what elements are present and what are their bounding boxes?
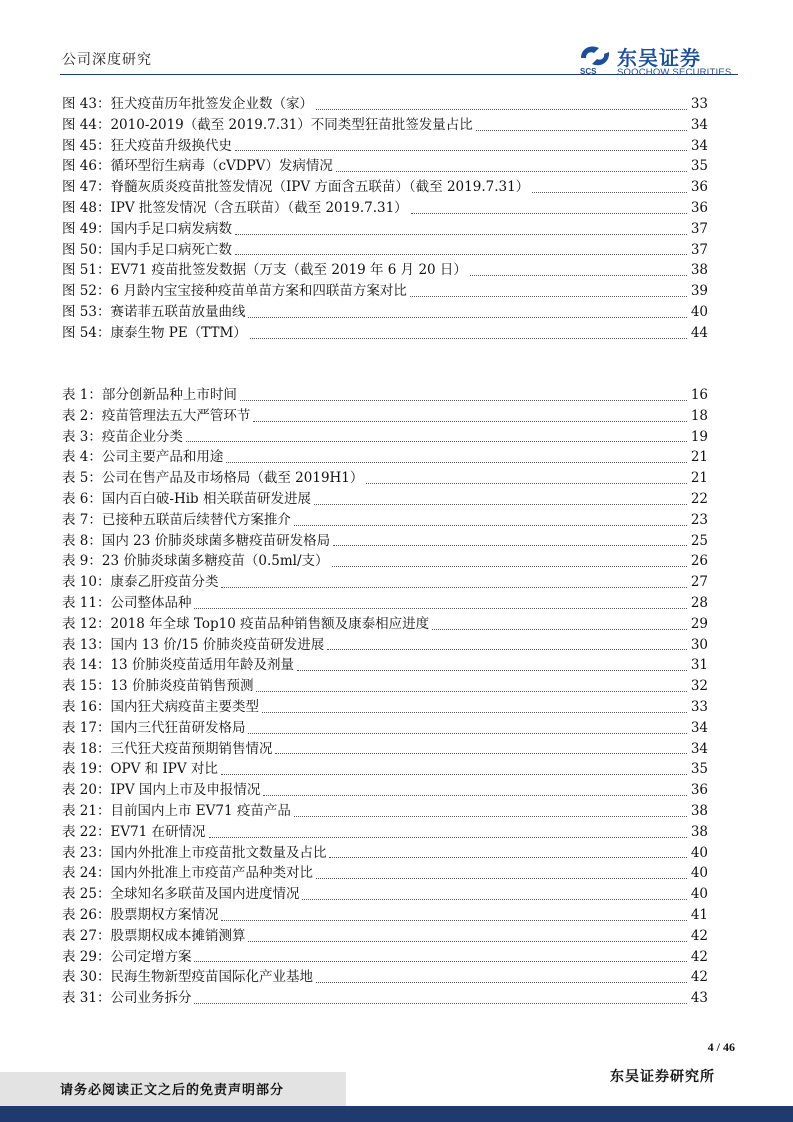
- table-entry-page: 21: [690, 470, 708, 487]
- table-entry-page: 27: [690, 574, 708, 591]
- dot-leader: [329, 857, 687, 858]
- table-entry-label: 表 13：国内 13 价/15 价肺炎疫苗研发进展: [62, 636, 325, 653]
- dot-leader: [532, 192, 687, 193]
- table-entry-label: 表 29：公司定增方案: [62, 948, 192, 965]
- soochow-logo-icon: [577, 42, 613, 76]
- table-entry[interactable]: [62, 822, 708, 843]
- table-entry[interactable]: [62, 739, 708, 760]
- dot-leader: [194, 608, 687, 609]
- figure-entry-page: 35: [690, 158, 708, 175]
- table-entry-label: 表 6：国内百白破-Hib 相关联苗研发进展: [62, 490, 311, 507]
- dot-leader: [256, 691, 687, 692]
- dot-leader: [336, 171, 687, 172]
- figure-entry-label: 图 45：狂犬疫苗升级换代史: [62, 137, 232, 154]
- footer-disclaimer: 请务必阅读正文之后的免责声明部分: [60, 1083, 285, 1098]
- dot-leader: [411, 213, 687, 214]
- table-entry-page: 43: [690, 990, 708, 1007]
- table-entry-label: 表 12：2018 年全球 Top10 疫苗品种销售额及康泰相应进度: [62, 615, 430, 632]
- logo-mark-text: SCS: [580, 67, 597, 76]
- page-number: 4 / 46: [707, 1040, 735, 1054]
- table-entry[interactable]: [62, 843, 708, 864]
- table-entry[interactable]: [62, 593, 708, 614]
- table-entry-page: 38: [690, 802, 708, 819]
- figure-entry[interactable]: [62, 115, 708, 136]
- table-entry[interactable]: [62, 676, 708, 697]
- figure-entry-label: 图 50：国内手足口病死亡数: [62, 241, 232, 258]
- table-entry-label: 表 20：IPV 国内上市及申报情况: [62, 782, 261, 799]
- table-entry[interactable]: [62, 697, 708, 718]
- table-entry-page: 19: [690, 428, 708, 445]
- table-entry[interactable]: [62, 510, 708, 531]
- figure-entry-page: 38: [690, 262, 708, 279]
- dot-leader: [209, 837, 687, 838]
- table-entry-page: 28: [690, 594, 708, 611]
- table-entry-label: 表 17：国内三代狂苗研发格局: [62, 719, 246, 736]
- figure-entry[interactable]: [62, 136, 708, 157]
- figure-entry-page: 36: [690, 199, 708, 216]
- logo-english-name: SOOCHOW SECURITIES: [617, 67, 732, 78]
- table-entry-page: 29: [690, 615, 708, 632]
- table-entry[interactable]: [62, 655, 708, 676]
- footer-strip: [0, 1106, 793, 1122]
- table-entry-label: 表 15：13 价肺炎疫苗销售预测: [62, 678, 254, 695]
- figure-entry[interactable]: [62, 260, 708, 281]
- table-entry-label: 表 16：国内狂犬病疫苗主要类型: [62, 698, 259, 715]
- table-entry-label: 表 26：股票期权方案情况: [62, 906, 219, 923]
- figure-entry-page: 44: [690, 324, 708, 341]
- table-entry-page: 42: [690, 969, 708, 986]
- table-entry-label: 表 25：全球知名多联苗及国内进度情况: [62, 886, 300, 903]
- table-entry-page: 34: [690, 740, 708, 757]
- table-entry-label: 表 31：公司业务拆分: [62, 990, 192, 1007]
- table-entry[interactable]: [62, 780, 708, 801]
- dot-leader: [250, 338, 687, 339]
- table-entry[interactable]: [62, 863, 708, 884]
- dot-leader: [297, 670, 687, 671]
- dot-leader: [221, 774, 687, 775]
- table-entry-page: 25: [690, 532, 708, 549]
- table-entry-label: 表 2：疫苗管理法五大严管环节: [62, 407, 251, 424]
- dot-leader: [248, 317, 687, 318]
- table-entry-label: 表 7：已接种五联苗后续替代方案推介: [62, 511, 291, 528]
- logo-chinese-name: 东吴证券: [617, 46, 701, 70]
- table-entry-label: 表 5：公司在售产品及市场格局（截至 2019H1）: [62, 470, 364, 487]
- dot-leader: [333, 545, 687, 546]
- table-entry-label: 表 30：民海生物新型疫苗国际化产业基地: [62, 969, 313, 986]
- table-entry[interactable]: [62, 468, 708, 489]
- figure-entry[interactable]: [62, 302, 708, 323]
- table-index-list: [62, 385, 708, 1009]
- dot-leader: [432, 629, 687, 630]
- table-entry-page: 34: [690, 719, 708, 736]
- figure-entry-label: 图 47：脊髓灰质炎疫苗批签发情况（IPV 方面含五联苗）（截至 2019.7.31）: [62, 179, 530, 196]
- table-entry-label: 表 18：三代狂犬疫苗预期销售情况: [62, 740, 273, 757]
- dot-leader: [240, 400, 687, 401]
- dot-leader: [316, 878, 687, 879]
- table-entry-label: 表 4：公司主要产品和用途: [62, 449, 224, 466]
- figure-entry-label: 图 53：赛诺菲五联苗放量曲线: [62, 303, 246, 320]
- table-entry-label: 表 11：公司整体品种: [62, 594, 192, 611]
- table-entry-page: 35: [690, 761, 708, 778]
- table-entry-page: 21: [690, 449, 708, 466]
- table-entry[interactable]: [62, 759, 708, 780]
- table-entry-label: 表 22：EV71 在研情况: [62, 823, 206, 840]
- dot-leader: [248, 733, 687, 734]
- table-entry[interactable]: [62, 905, 708, 926]
- figure-entry-label: 图 49：国内手足口病发病数: [62, 220, 232, 237]
- table-entry-page: 26: [690, 553, 708, 570]
- table-entry-label: 表 10：康泰乙肝疫苗分类: [62, 574, 219, 591]
- dot-leader: [221, 920, 687, 921]
- table-entry-label: 表 14：13 价肺炎疫苗适用年龄及剂量: [62, 657, 294, 674]
- table-entry[interactable]: [62, 447, 708, 468]
- figure-entry-label: 图 46：循环型衍生病毒（cVDPV）发病情况: [62, 158, 333, 175]
- table-entry-label: 表 8：国内 23 价肺炎球菌多糖疫苗研发格局: [62, 532, 331, 549]
- figure-entry-page: 40: [690, 303, 708, 320]
- table-entry[interactable]: [62, 406, 708, 427]
- figure-entry-page: 34: [690, 116, 708, 133]
- table-entry[interactable]: [62, 926, 708, 947]
- figure-entry[interactable]: [62, 240, 708, 261]
- table-entry-page: 30: [690, 636, 708, 653]
- figure-entry-page: 37: [690, 220, 708, 237]
- figure-entry-page: 34: [690, 137, 708, 154]
- table-entry-label: 表 9：23 价肺炎球菌多糖疫苗（0.5ml/支）: [62, 553, 329, 570]
- table-entry-label: 表 27：股票期权成本摊销测算: [62, 927, 246, 944]
- table-entry-page: 32: [690, 678, 708, 695]
- dot-leader: [186, 441, 687, 442]
- table-entry-page: 22: [690, 490, 708, 507]
- table-entry[interactable]: [62, 427, 708, 448]
- table-entry[interactable]: [62, 572, 708, 593]
- dot-leader: [294, 816, 687, 817]
- figure-entry[interactable]: [62, 323, 708, 344]
- dot-leader: [332, 566, 688, 567]
- table-entry[interactable]: [62, 718, 708, 739]
- dot-leader: [275, 753, 687, 754]
- dot-leader: [366, 483, 687, 484]
- dot-leader: [302, 899, 687, 900]
- figure-entry-label: 图 54：康泰生物 PE（TTM）: [62, 324, 247, 341]
- dot-leader: [221, 587, 687, 588]
- figure-index-list: [62, 94, 708, 344]
- table-entry-page: 42: [690, 948, 708, 965]
- figure-entry[interactable]: [62, 281, 708, 302]
- table-entry[interactable]: [62, 614, 708, 635]
- dot-leader: [226, 462, 687, 463]
- figure-entry-label: 图 52：6 月龄内宝宝接种疫苗单苗方案和四联苗方案对比: [62, 283, 407, 300]
- figure-entry[interactable]: [62, 177, 708, 198]
- figure-entry-label: 图 44：2010-2019（截至 2019.7.31）不同类型狂苗批签发量占比: [62, 116, 473, 133]
- dot-leader: [314, 504, 687, 505]
- figure-entry-label: 图 43：狂犬疫苗历年批签发企业数（家）: [62, 96, 313, 112]
- table-entry-page: 40: [690, 886, 708, 903]
- table-entry[interactable]: [62, 489, 708, 510]
- table-entry-page: 23: [690, 511, 708, 528]
- dot-leader: [262, 712, 687, 713]
- table-entry-page: 31: [690, 657, 708, 674]
- table-entry-label: 表 1：部分创新品种上市时间: [62, 387, 237, 403]
- table-entry[interactable]: [62, 988, 708, 1009]
- dot-leader: [410, 296, 687, 297]
- table-entry[interactable]: [62, 884, 708, 905]
- figure-entry[interactable]: [62, 219, 708, 240]
- figure-entry-page: 36: [690, 179, 708, 196]
- table-entry-page: 41: [690, 906, 708, 923]
- table-entry-page: 42: [690, 927, 708, 944]
- table-entry[interactable]: [62, 531, 708, 552]
- dot-leader: [235, 234, 687, 235]
- dot-leader: [294, 525, 687, 526]
- table-entry-page: 16: [690, 387, 708, 403]
- dot-leader: [476, 130, 687, 131]
- table-entry[interactable]: [62, 551, 708, 572]
- table-entry[interactable]: [62, 947, 708, 968]
- table-entry-label: 表 24：国内外批准上市疫苗产品种类对比: [62, 865, 313, 882]
- dot-leader: [327, 649, 687, 650]
- footer-institute-name: 东吴证券研究所: [610, 1069, 715, 1085]
- dot-leader: [194, 1003, 687, 1004]
- figure-entry-label: 图 51：EV71 疫苗批签发数据（万支（截至 2019 年 6 月 20 日）: [62, 262, 467, 279]
- dot-leader: [235, 254, 687, 255]
- table-entry[interactable]: [62, 385, 708, 406]
- dot-leader: [194, 961, 687, 962]
- figure-entry-page: 33: [690, 96, 708, 112]
- table-entry[interactable]: [62, 635, 708, 656]
- dot-leader: [235, 150, 687, 151]
- table-entry[interactable]: [62, 967, 708, 988]
- table-entry-page: 40: [690, 865, 708, 882]
- dot-leader: [253, 421, 687, 422]
- header-divider: [60, 74, 738, 75]
- dot-leader: [263, 795, 687, 796]
- figure-entry-page: 37: [690, 241, 708, 258]
- table-entry-page: 40: [690, 844, 708, 861]
- report-type-title: 公司深度研究: [62, 52, 152, 68]
- table-entry-page: 36: [690, 782, 708, 799]
- table-entry-page: 33: [690, 698, 708, 715]
- figure-entry[interactable]: [62, 198, 708, 219]
- table-entry-label: 表 21：目前国内上市 EV71 疫苗产品: [62, 802, 291, 819]
- figure-entry-label: 图 48：IPV 批签发情况（含五联苗）（截至 2019.7.31）: [62, 199, 408, 216]
- figure-entry[interactable]: [62, 156, 708, 177]
- figure-entry-page: 39: [690, 283, 708, 300]
- table-entry-label: 表 23：国内外批准上市疫苗批文数量及占比: [62, 844, 327, 861]
- dot-leader: [248, 941, 687, 942]
- dot-leader: [470, 275, 687, 276]
- table-entry[interactable]: [62, 801, 708, 822]
- table-entry-page: 18: [690, 407, 708, 424]
- table-entry-label: 表 19：OPV 和 IPV 对比: [62, 761, 218, 778]
- dot-leader: [316, 982, 687, 983]
- table-entry-label: 表 3：疫苗企业分类: [62, 428, 183, 445]
- dot-leader: [316, 109, 687, 110]
- figure-entry[interactable]: [62, 94, 708, 115]
- table-entry-page: 38: [690, 823, 708, 840]
